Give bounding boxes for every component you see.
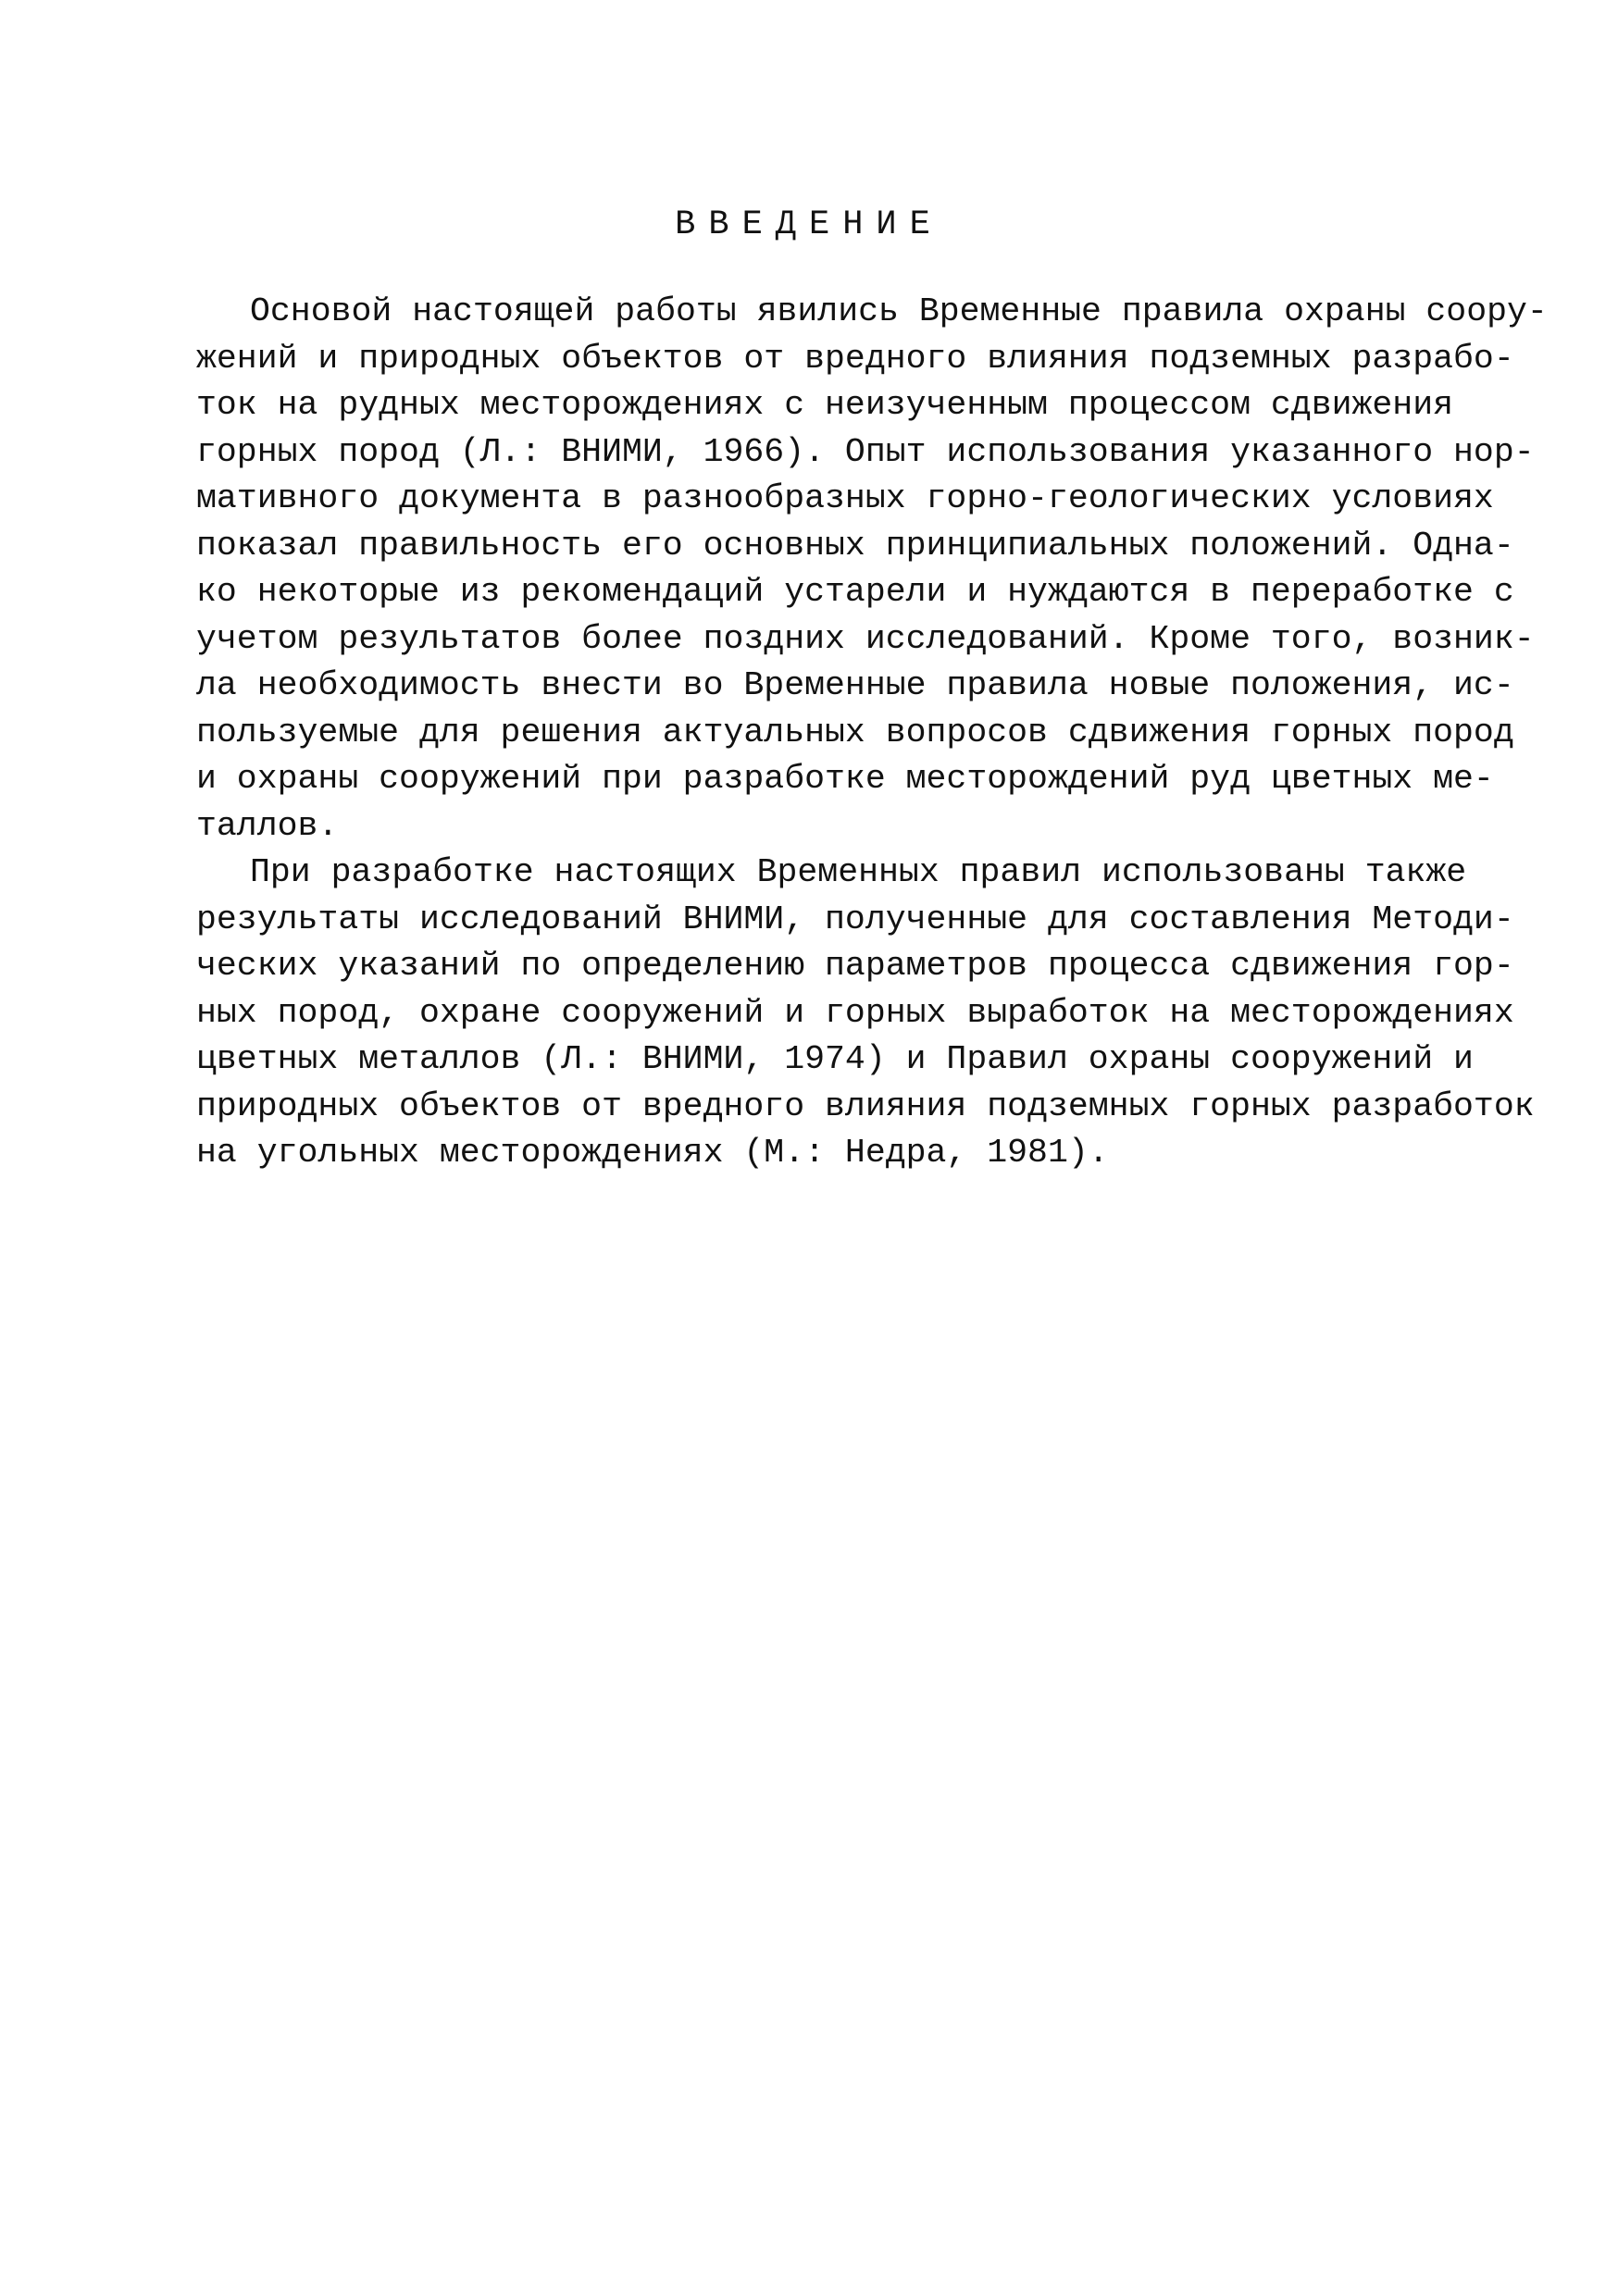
text-line: цветных металлов (Л.: ВНИМИ, 1974) и Правил охраны сооружений и	[196, 1040, 1474, 1078]
text-line: природных объектов от вредного влияния подземных горных разработок	[196, 1086, 1535, 1125]
text-line: жений и природных объектов от вредного влияния подземных разрабо-	[196, 339, 1514, 378]
text-line: ных пород, охране сооружений и горных выработок на месторождениях	[196, 993, 1514, 1032]
text-line: и охраны сооружений при разработке месторождений руд цветных ме-	[196, 760, 1494, 798]
text-line: ток на рудных месторождениях с неизученным процессом сдвижения	[196, 386, 1454, 424]
text-line: ческих указаний по определению параметров процесса сдвижения гор-	[196, 947, 1514, 985]
text-line: показал правильность его основных принципиальных положений. Одна-	[196, 526, 1514, 565]
text-line: Основой настоящей работы явились Временные правила охраны соору-	[250, 292, 1548, 330]
text-line: на угольных месторождениях (М.: Недра, 1981).	[196, 1134, 1109, 1172]
text-line: мативного документа в разнообразных горно-геологических условиях	[196, 479, 1494, 517]
text-line: учетом результатов более поздних исследований. Кроме того, возник-	[196, 619, 1535, 658]
text-line: ла необходимость внести во Временные правила новые положения, ис-	[196, 666, 1514, 704]
text-line: горных пород (Л.: ВНИМИ, 1966). Опыт использования указанного нор-	[196, 432, 1535, 471]
text-line: пользуемые для решения актуальных вопросов сдвижения горных пород	[196, 713, 1514, 751]
text-line: ко некоторые из рекомендаций устарели и нуждаются в переработке с	[196, 573, 1514, 611]
text-line: таллов.	[196, 806, 339, 845]
text-line: При разработке настоящих Временных правил использованы также	[250, 853, 1467, 891]
paragraph-1	[196, 289, 1548, 850]
text-line: результаты исследований ВНИМИ, полученные для составления Методи-	[196, 900, 1514, 938]
section-title: ВВЕДЕНИЕ	[675, 205, 943, 244]
body-text	[196, 289, 1548, 1177]
paragraph-2	[196, 850, 1535, 1177]
